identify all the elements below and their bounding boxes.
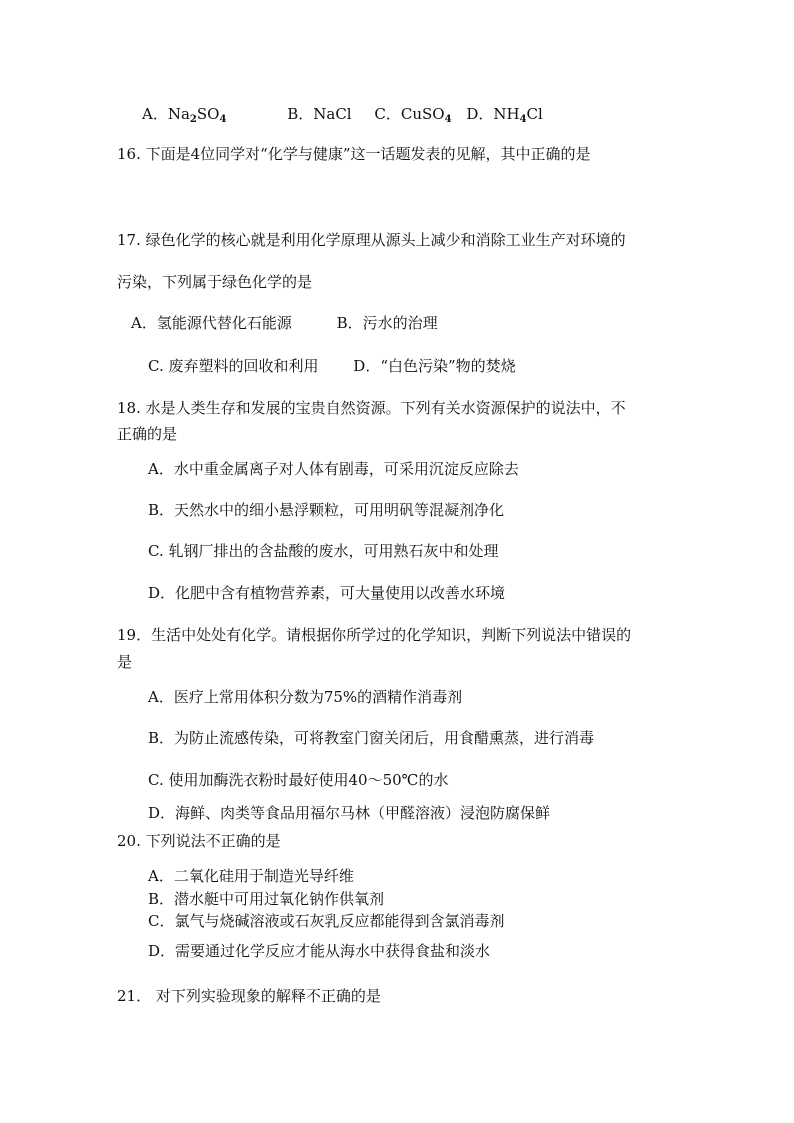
q19-text: 生活中处处有化学。请根据你所学过的化学知识，判断下列说法中错误的: [151, 626, 632, 644]
q20-text: 下列说法不正确的是: [145, 832, 281, 850]
q19-option-b: B．为防止流感传染，可将教室门窗关闭后，用食醋熏蒸，进行消毒: [148, 729, 595, 747]
q18-stem-line2: 正确的是: [117, 425, 178, 443]
q17-options-row2: [148, 356, 516, 376]
q19-stem-line1: [117, 625, 631, 645]
q17-option-b: B．污水的治理: [336, 314, 438, 332]
q17-option-d: D．“白色污染”物的焚烧: [353, 357, 516, 375]
q19-option-c: C. 使用加酶洗衣粉时最好使用40～50℃的水: [148, 771, 449, 789]
q21-number: 21．: [117, 987, 152, 1005]
q18-option-c: C. 轧钢厂排出的含盐酸的废水，可用熟石灰中和处理: [148, 542, 499, 560]
q15-option-c: C．CuSO$_4$: [374, 105, 452, 125]
q18-option-d: D．化肥中含有植物营养素，可大量使用以改善水环境: [148, 584, 506, 602]
q19-option-d: D．海鲜、肉类等食品用福尔马林（甲醛溶液）浸泡防腐保鲜: [148, 804, 551, 822]
q21-text: 对下列实验现象的解释不正确的是: [155, 987, 381, 1005]
q16-stem: [117, 144, 591, 164]
q20-stem: [117, 831, 281, 851]
q17-option-c: C. 废弃塑料的回收和利用: [148, 357, 319, 375]
q18-option-a: A．水中重金属离子对人体有剧毒，可采用沉淀反应除去: [148, 460, 519, 478]
q17-options-row1: [131, 313, 438, 333]
q20-option-b: B．潜水艇中可用过氧化钠作供氧剂: [148, 890, 385, 908]
q19-number: 19．: [117, 626, 152, 644]
q17-stem-line2: 污染，下列属于绿色化学的是: [117, 273, 313, 291]
q16-text: 下面是4位同学对“化学与健康”这一话题发表的见解，其中正确的是: [145, 145, 591, 163]
q18-option-b: B．天然水中的细小悬浮颗粒，可用明矾等混凝剂净化: [148, 501, 505, 519]
q17-option-a: A．氢能源代替化石能源: [131, 314, 292, 332]
q15-option-a: A．$Na_2SO_4$: [142, 105, 227, 125]
q20-option-c: C．氯气与烧碱溶液或石灰乳反应都能得到含氯消毒剂: [148, 912, 505, 930]
q20-number: 20.: [117, 832, 141, 850]
q20-option-a: A．二氧化硅用于制造光导纤维: [148, 867, 354, 885]
q19-option-a: A．医疗上常用体积分数为75%的酒精作消毒剂: [148, 688, 463, 706]
q15-option-d: D．$NH_4Cl$: [466, 105, 543, 125]
q15-options: [142, 104, 543, 124]
q18-number: 18.: [117, 399, 141, 417]
q16-number: 16.: [117, 145, 141, 163]
q20-option-d: D．需要通过化学反应才能从海水中获得食盐和淡水: [148, 942, 491, 960]
q18-stem-line1: [117, 398, 626, 418]
q21-stem: [117, 986, 381, 1006]
q18-text: 水是人类生存和发展的宝贵自然资源。下列有关水资源保护的说法中，不: [145, 399, 626, 417]
q17-stem-line1: [117, 230, 626, 250]
q19-stem-line2: 是: [117, 653, 133, 671]
q17-number: 17.: [117, 231, 141, 249]
q15-option-b: B．NaCl: [287, 105, 352, 123]
q17-text: 绿色化学的核心就是利用化学原理从源头上减少和消除工业生产对环境的: [145, 231, 626, 249]
